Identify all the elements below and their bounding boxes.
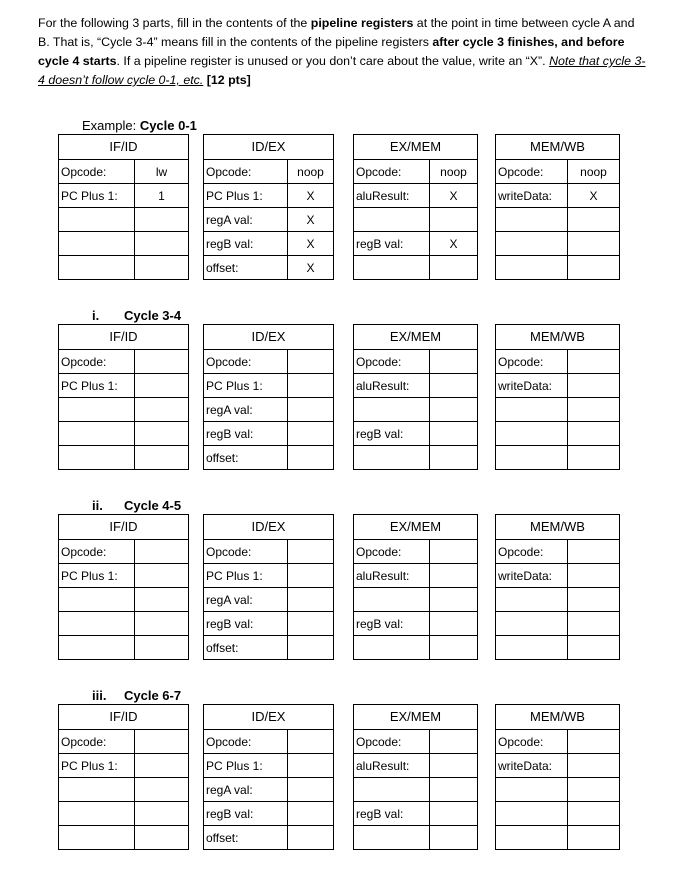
field-label	[59, 588, 135, 612]
field-value	[288, 422, 334, 446]
cycle-label: Cycle 0-1	[139, 118, 197, 133]
register-row	[59, 636, 189, 660]
field-value	[288, 564, 334, 588]
field-label: Opcode:	[204, 540, 288, 564]
field-label: PC Plus 1:	[204, 564, 288, 588]
field-value	[568, 826, 620, 850]
field-label	[59, 422, 135, 446]
field-value	[135, 778, 189, 802]
field-label: offset:	[204, 636, 288, 660]
register-header: MEM/WB	[496, 705, 620, 730]
field-value: X	[288, 232, 334, 256]
field-value	[135, 802, 189, 826]
field-label: regB val:	[204, 232, 288, 256]
ifid-register-table	[58, 324, 189, 470]
field-label: PC Plus 1:	[59, 184, 135, 208]
exmem-register-table	[353, 514, 478, 660]
field-label: regA val:	[204, 778, 288, 802]
section-title	[92, 308, 181, 324]
field-value: X	[288, 184, 334, 208]
register-row	[496, 636, 620, 660]
register-header: MEM/WB	[496, 515, 620, 540]
register-row	[354, 184, 478, 208]
register-row	[204, 446, 334, 470]
field-value	[430, 350, 478, 374]
field-value	[288, 826, 334, 850]
register-row	[59, 564, 189, 588]
register-row	[204, 208, 334, 232]
instructions-note: Note that cycle 3-4 doesn’t follow cycle 0-1, etc.	[38, 54, 646, 87]
register-row	[204, 754, 334, 778]
register-header: IF/ID	[59, 325, 189, 350]
field-label	[354, 826, 430, 850]
field-label	[354, 588, 430, 612]
register-row	[496, 588, 620, 612]
register-row	[354, 374, 478, 398]
field-value	[568, 232, 620, 256]
idex-register-table	[203, 134, 334, 280]
field-value	[430, 612, 478, 636]
register-row	[59, 754, 189, 778]
field-label: Opcode:	[59, 350, 135, 374]
register-row	[354, 398, 478, 422]
field-value	[568, 208, 620, 232]
register-row	[496, 564, 620, 588]
field-value	[288, 374, 334, 398]
points-label: [12 pts]	[203, 73, 251, 87]
field-value	[430, 802, 478, 826]
field-value	[430, 256, 478, 280]
field-value	[288, 802, 334, 826]
section-title	[82, 118, 197, 134]
register-header: EX/MEM	[354, 515, 478, 540]
register-row	[59, 256, 189, 280]
field-value	[288, 778, 334, 802]
register-row	[496, 398, 620, 422]
register-row	[204, 350, 334, 374]
register-row	[354, 778, 478, 802]
field-value	[430, 636, 478, 660]
field-label	[496, 802, 568, 826]
field-value	[288, 588, 334, 612]
register-row	[204, 540, 334, 564]
register-header: MEM/WB	[496, 325, 620, 350]
register-header: EX/MEM	[354, 325, 478, 350]
field-label: Opcode:	[354, 730, 430, 754]
field-label: Opcode:	[204, 350, 288, 374]
register-row	[354, 730, 478, 754]
register-row	[496, 612, 620, 636]
register-row	[496, 422, 620, 446]
field-label	[496, 232, 568, 256]
register-row	[354, 540, 478, 564]
field-value	[568, 636, 620, 660]
register-row	[204, 232, 334, 256]
register-row	[496, 208, 620, 232]
field-value	[135, 350, 189, 374]
field-value	[568, 422, 620, 446]
register-row	[59, 232, 189, 256]
field-value	[288, 350, 334, 374]
register-row	[204, 160, 334, 184]
field-label: Opcode:	[204, 730, 288, 754]
memwb-register-table	[495, 134, 620, 280]
exmem-register-table	[353, 134, 478, 280]
field-value: X	[288, 256, 334, 280]
register-row	[204, 612, 334, 636]
field-label	[496, 636, 568, 660]
cycle-label: Cycle 6-7	[124, 688, 182, 703]
field-label: Opcode:	[354, 350, 430, 374]
field-label: regB val:	[354, 422, 430, 446]
field-value	[288, 636, 334, 660]
field-label	[354, 778, 430, 802]
field-label	[59, 826, 135, 850]
field-value	[430, 730, 478, 754]
register-row	[354, 636, 478, 660]
section-prefix: i.	[92, 308, 100, 323]
register-row	[496, 446, 620, 470]
register-header: IF/ID	[59, 135, 189, 160]
register-row	[496, 802, 620, 826]
field-value	[135, 636, 189, 660]
field-label: writeData:	[496, 374, 568, 398]
field-label	[59, 256, 135, 280]
field-value: X	[430, 232, 478, 256]
register-row	[496, 730, 620, 754]
field-value	[135, 256, 189, 280]
field-label: regA val:	[204, 208, 288, 232]
register-row	[59, 778, 189, 802]
register-row	[59, 446, 189, 470]
register-header: ID/EX	[204, 705, 334, 730]
field-label: Opcode:	[496, 350, 568, 374]
register-row	[354, 446, 478, 470]
field-label: regB val:	[354, 802, 430, 826]
field-label: PC Plus 1:	[59, 564, 135, 588]
field-label: Opcode:	[496, 160, 568, 184]
section-prefix: ii.	[92, 498, 103, 513]
field-label	[354, 398, 430, 422]
cycle-label: Cycle 3-4	[124, 308, 182, 323]
register-row	[204, 636, 334, 660]
field-value: X	[568, 184, 620, 208]
field-value	[568, 398, 620, 422]
field-value	[568, 802, 620, 826]
register-row	[59, 540, 189, 564]
cycle-label: Cycle 4-5	[124, 498, 182, 513]
ifid-register-table	[58, 704, 189, 850]
field-value: noop	[568, 160, 620, 184]
field-value	[430, 588, 478, 612]
field-value	[568, 350, 620, 374]
register-row	[496, 160, 620, 184]
field-label: PC Plus 1:	[204, 754, 288, 778]
register-header: EX/MEM	[354, 705, 478, 730]
field-label	[496, 208, 568, 232]
field-value	[288, 446, 334, 470]
field-label	[354, 636, 430, 660]
register-row	[59, 612, 189, 636]
register-row	[496, 754, 620, 778]
register-row	[204, 184, 334, 208]
instructions	[38, 14, 648, 90]
field-value	[135, 540, 189, 564]
register-row	[354, 754, 478, 778]
field-label: writeData:	[496, 564, 568, 588]
register-row	[354, 256, 478, 280]
field-label	[496, 826, 568, 850]
field-label	[496, 778, 568, 802]
field-label	[59, 612, 135, 636]
field-value	[135, 422, 189, 446]
register-row	[496, 778, 620, 802]
register-row	[59, 208, 189, 232]
field-value	[430, 208, 478, 232]
field-value	[568, 778, 620, 802]
register-row	[59, 826, 189, 850]
field-value	[288, 540, 334, 564]
memwb-register-table	[495, 324, 620, 470]
field-label	[354, 256, 430, 280]
register-row	[354, 208, 478, 232]
pipeline-section	[0, 688, 675, 845]
field-value	[430, 374, 478, 398]
field-value	[135, 398, 189, 422]
field-value	[135, 564, 189, 588]
field-value: 1	[135, 184, 189, 208]
section-prefix: Example:	[82, 118, 140, 133]
register-row	[204, 564, 334, 588]
field-value	[288, 754, 334, 778]
field-label: Opcode:	[59, 160, 135, 184]
register-row	[204, 422, 334, 446]
field-label: Opcode:	[354, 160, 430, 184]
field-label: Opcode:	[59, 730, 135, 754]
register-row	[59, 422, 189, 446]
field-label: regB val:	[204, 802, 288, 826]
field-value	[135, 754, 189, 778]
instructions-emphasis: after cycle 3 finishes, and before cycle 4 starts	[38, 35, 625, 68]
field-value	[135, 730, 189, 754]
field-value	[430, 422, 478, 446]
field-label: offset:	[204, 826, 288, 850]
field-value	[568, 612, 620, 636]
register-row	[354, 422, 478, 446]
field-label	[496, 422, 568, 446]
field-value: noop	[288, 160, 334, 184]
exmem-register-table	[353, 324, 478, 470]
register-row	[59, 184, 189, 208]
section-title	[92, 688, 181, 704]
field-value	[135, 208, 189, 232]
exmem-register-table	[353, 704, 478, 850]
register-row	[59, 588, 189, 612]
field-value	[430, 778, 478, 802]
register-row	[204, 588, 334, 612]
section-title	[92, 498, 181, 514]
field-value	[568, 754, 620, 778]
field-label	[59, 232, 135, 256]
field-value	[568, 564, 620, 588]
field-label: Opcode:	[204, 160, 288, 184]
field-label: aluResult:	[354, 564, 430, 588]
register-row	[354, 612, 478, 636]
memwb-register-table	[495, 704, 620, 850]
idex-register-table	[203, 324, 334, 470]
register-row	[496, 256, 620, 280]
field-label: offset:	[204, 256, 288, 280]
field-value	[568, 588, 620, 612]
field-label	[59, 446, 135, 470]
memwb-register-table	[495, 514, 620, 660]
instructions-emphasis: pipeline registers	[310, 16, 414, 30]
field-label: PC Plus 1:	[59, 374, 135, 398]
field-value: lw	[135, 160, 189, 184]
register-header: MEM/WB	[496, 135, 620, 160]
field-label	[354, 446, 430, 470]
register-header: IF/ID	[59, 515, 189, 540]
field-label: Opcode:	[496, 730, 568, 754]
field-label: regB val:	[204, 422, 288, 446]
pipeline-section	[0, 118, 675, 275]
field-value: X	[288, 208, 334, 232]
field-value	[135, 446, 189, 470]
field-value	[568, 540, 620, 564]
field-label	[59, 802, 135, 826]
field-value	[430, 754, 478, 778]
register-row	[59, 802, 189, 826]
instructions-text: For the following 3 parts, fill in the contents of the	[38, 16, 311, 30]
field-value	[430, 540, 478, 564]
idex-register-table	[203, 514, 334, 660]
register-row	[496, 184, 620, 208]
field-label: regA val:	[204, 398, 288, 422]
field-label	[59, 398, 135, 422]
field-value	[288, 612, 334, 636]
field-label: regB val:	[354, 232, 430, 256]
field-label: Opcode:	[354, 540, 430, 564]
field-value	[430, 826, 478, 850]
field-value: noop	[430, 160, 478, 184]
register-row	[59, 398, 189, 422]
ifid-register-table	[58, 514, 189, 660]
register-row	[59, 350, 189, 374]
field-label: PC Plus 1:	[204, 184, 288, 208]
register-row	[204, 374, 334, 398]
field-value	[430, 564, 478, 588]
register-row	[59, 730, 189, 754]
register-row	[204, 730, 334, 754]
field-label: Opcode:	[496, 540, 568, 564]
field-label: PC Plus 1:	[59, 754, 135, 778]
register-row	[354, 160, 478, 184]
field-value	[430, 398, 478, 422]
field-value	[135, 374, 189, 398]
field-value: X	[430, 184, 478, 208]
field-value	[135, 826, 189, 850]
field-label	[496, 612, 568, 636]
field-label	[496, 398, 568, 422]
register-row	[59, 160, 189, 184]
field-value	[430, 446, 478, 470]
register-row	[354, 826, 478, 850]
field-value	[135, 612, 189, 636]
register-row	[59, 374, 189, 398]
register-header: ID/EX	[204, 135, 334, 160]
field-label: writeData:	[496, 754, 568, 778]
field-label: Opcode:	[59, 540, 135, 564]
section-prefix: iii.	[92, 688, 107, 703]
register-row	[496, 540, 620, 564]
register-row	[354, 232, 478, 256]
field-label: regB val:	[204, 612, 288, 636]
register-row	[204, 778, 334, 802]
register-row	[496, 232, 620, 256]
field-value	[568, 374, 620, 398]
field-label	[59, 636, 135, 660]
field-value	[568, 446, 620, 470]
pipeline-section	[0, 498, 675, 655]
field-label	[354, 208, 430, 232]
register-row	[204, 398, 334, 422]
field-label	[496, 446, 568, 470]
field-label	[59, 208, 135, 232]
field-label: regA val:	[204, 588, 288, 612]
field-label	[59, 778, 135, 802]
register-row	[354, 564, 478, 588]
register-row	[354, 350, 478, 374]
register-row	[496, 374, 620, 398]
ifid-register-table	[58, 134, 189, 280]
field-value	[135, 232, 189, 256]
idex-register-table	[203, 704, 334, 850]
field-value	[568, 730, 620, 754]
field-value	[288, 398, 334, 422]
register-header: IF/ID	[59, 705, 189, 730]
field-value	[288, 730, 334, 754]
register-row	[204, 256, 334, 280]
field-label: aluResult:	[354, 184, 430, 208]
field-label: aluResult:	[354, 754, 430, 778]
field-label: aluResult:	[354, 374, 430, 398]
register-row	[496, 350, 620, 374]
register-row	[496, 826, 620, 850]
field-label: regB val:	[354, 612, 430, 636]
register-header: ID/EX	[204, 515, 334, 540]
field-value	[568, 256, 620, 280]
register-header: EX/MEM	[354, 135, 478, 160]
pipeline-section	[0, 308, 675, 465]
register-row	[204, 826, 334, 850]
field-label	[496, 256, 568, 280]
instructions-text: at the point in time between cycle A and B. That is, “Cycle 3-4” means fill in the contents of the pipeline registers	[38, 16, 635, 49]
field-label: offset:	[204, 446, 288, 470]
register-row	[204, 802, 334, 826]
field-value	[135, 588, 189, 612]
register-row	[354, 802, 478, 826]
register-header: ID/EX	[204, 325, 334, 350]
field-label: writeData:	[496, 184, 568, 208]
instructions-text: . If a pipeline register is unused or you don’t care about the value, write an “X”.	[116, 54, 550, 68]
field-label: PC Plus 1:	[204, 374, 288, 398]
register-row	[354, 588, 478, 612]
field-label	[496, 588, 568, 612]
